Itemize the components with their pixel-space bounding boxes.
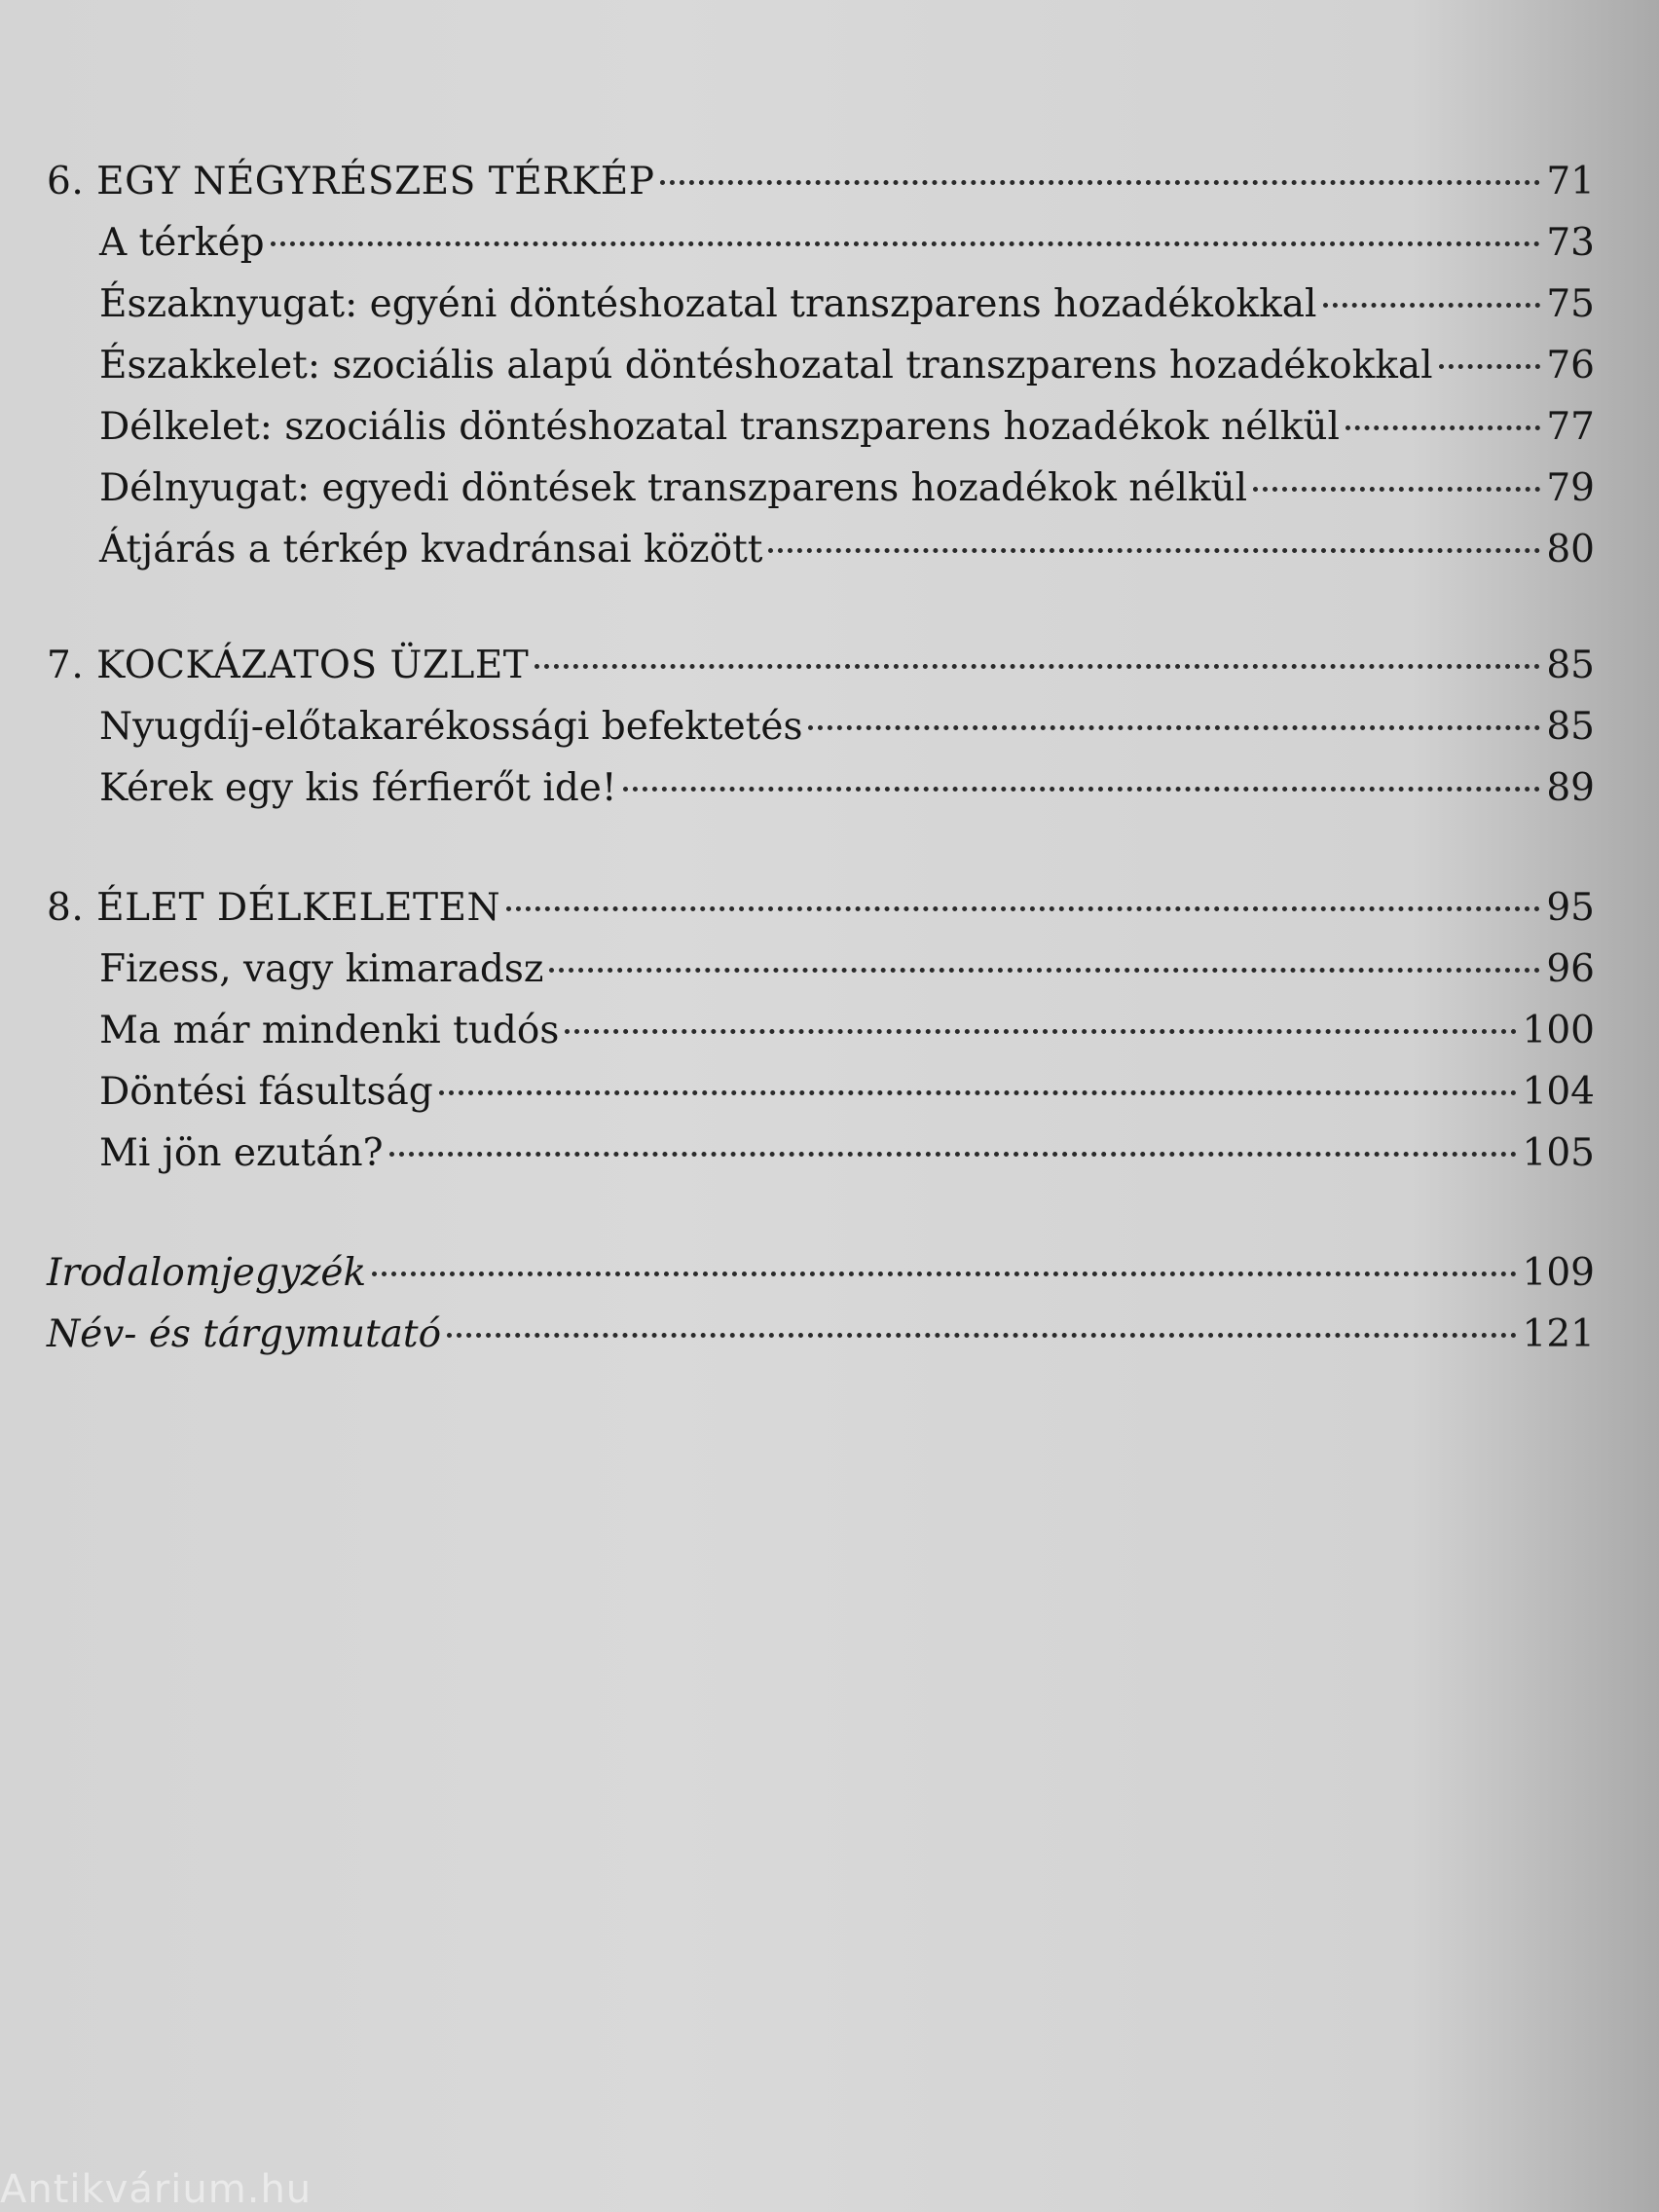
page-number: 71: [1546, 160, 1595, 203]
toc-section: [47, 212, 1595, 274]
section-title: A térkép: [99, 221, 265, 265]
toc-section: [47, 335, 1595, 396]
toc-section: [47, 1000, 1595, 1061]
page-number: 73: [1546, 221, 1595, 265]
toc-bibliography: [47, 1242, 1595, 1304]
page-number: 75: [1546, 282, 1595, 326]
dot-leader: [1346, 425, 1540, 430]
toc-chapter-6: [47, 151, 1595, 212]
toc-section: [47, 396, 1595, 458]
chapter-title: 8. ÉLET DÉLKELETEN: [47, 886, 501, 930]
page-number: 85: [1546, 644, 1595, 687]
page-number: 80: [1546, 528, 1595, 571]
dot-leader: [768, 548, 1540, 553]
back-matter-title: Név- és tárgymutató: [47, 1312, 442, 1356]
toc-section: [47, 1123, 1595, 1184]
dot-leader: [1439, 364, 1541, 369]
page-number: 109: [1522, 1251, 1595, 1295]
page-number: 89: [1546, 766, 1595, 810]
dot-leader: [565, 1029, 1516, 1034]
dot-leader: [1323, 303, 1541, 308]
page-number: 100: [1522, 1009, 1595, 1052]
page-number: 96: [1546, 947, 1595, 991]
toc-index: [47, 1304, 1595, 1365]
section-title: Északkelet: szociális alapú döntéshozatal transzparens hozadékokkal: [99, 344, 1433, 387]
toc-section: [47, 696, 1595, 757]
watermark: Antikvárium.hu: [0, 2167, 313, 2212]
chapter-title: 6. EGY NÉGYRÉSZES TÉRKÉP: [47, 160, 655, 203]
dot-leader: [623, 787, 1541, 792]
toc-section: [47, 757, 1595, 819]
section-title: Fizess, vagy kimaradsz: [99, 947, 544, 991]
dot-leader: [506, 906, 1540, 911]
toc-chapter-8: [47, 877, 1595, 939]
dot-leader: [447, 1333, 1517, 1338]
section-title: Döntési fásultság: [99, 1070, 433, 1114]
section-title: Mi jön ezután?: [99, 1131, 384, 1175]
chapter-title: 7. KOCKÁZATOS ÜZLET: [47, 644, 530, 687]
page-number: 95: [1546, 886, 1595, 930]
page-number: 76: [1546, 344, 1595, 387]
dot-leader: [271, 241, 1541, 246]
section-title: Nyugdíj-előtakarékossági befektetés: [99, 705, 803, 749]
page-number: 104: [1522, 1070, 1595, 1114]
section-title: Délnyugat: egyedi döntések transzparens hozadékok nélkül: [99, 466, 1248, 510]
dot-leader: [439, 1090, 1517, 1095]
section-title: Északnyugat: egyéni döntéshozatal transzparens hozadékokkal: [99, 282, 1317, 326]
toc-section: [47, 939, 1595, 1000]
toc-section: [47, 1061, 1595, 1123]
section-title: Délkelet: szociális döntéshozatal transzparens hozadékok nélkül: [99, 405, 1340, 449]
page-number: 121: [1522, 1312, 1595, 1356]
toc-chapter-7: [47, 635, 1595, 696]
toc-section: [47, 274, 1595, 335]
page-number: 105: [1522, 1131, 1595, 1175]
toc-section: [47, 519, 1595, 580]
dot-leader: [372, 1272, 1516, 1276]
page-number: 77: [1546, 405, 1595, 449]
page-number: 85: [1546, 705, 1595, 749]
dot-leader: [1253, 487, 1540, 492]
dot-leader: [535, 664, 1540, 669]
section-title: Átjárás a térkép kvadránsai között: [99, 528, 763, 571]
dot-leader: [549, 968, 1540, 973]
toc-section: [47, 458, 1595, 519]
dot-leader: [389, 1152, 1517, 1157]
table-of-contents: [47, 151, 1595, 1365]
dot-leader: [660, 180, 1540, 185]
section-title: Ma már mindenki tudós: [99, 1009, 560, 1052]
section-title: Kérek egy kis férfierőt ide!: [99, 766, 617, 810]
page-number: 79: [1546, 466, 1595, 510]
back-matter-title: Irodalomjegyzék: [47, 1251, 367, 1295]
dot-leader: [808, 725, 1540, 730]
